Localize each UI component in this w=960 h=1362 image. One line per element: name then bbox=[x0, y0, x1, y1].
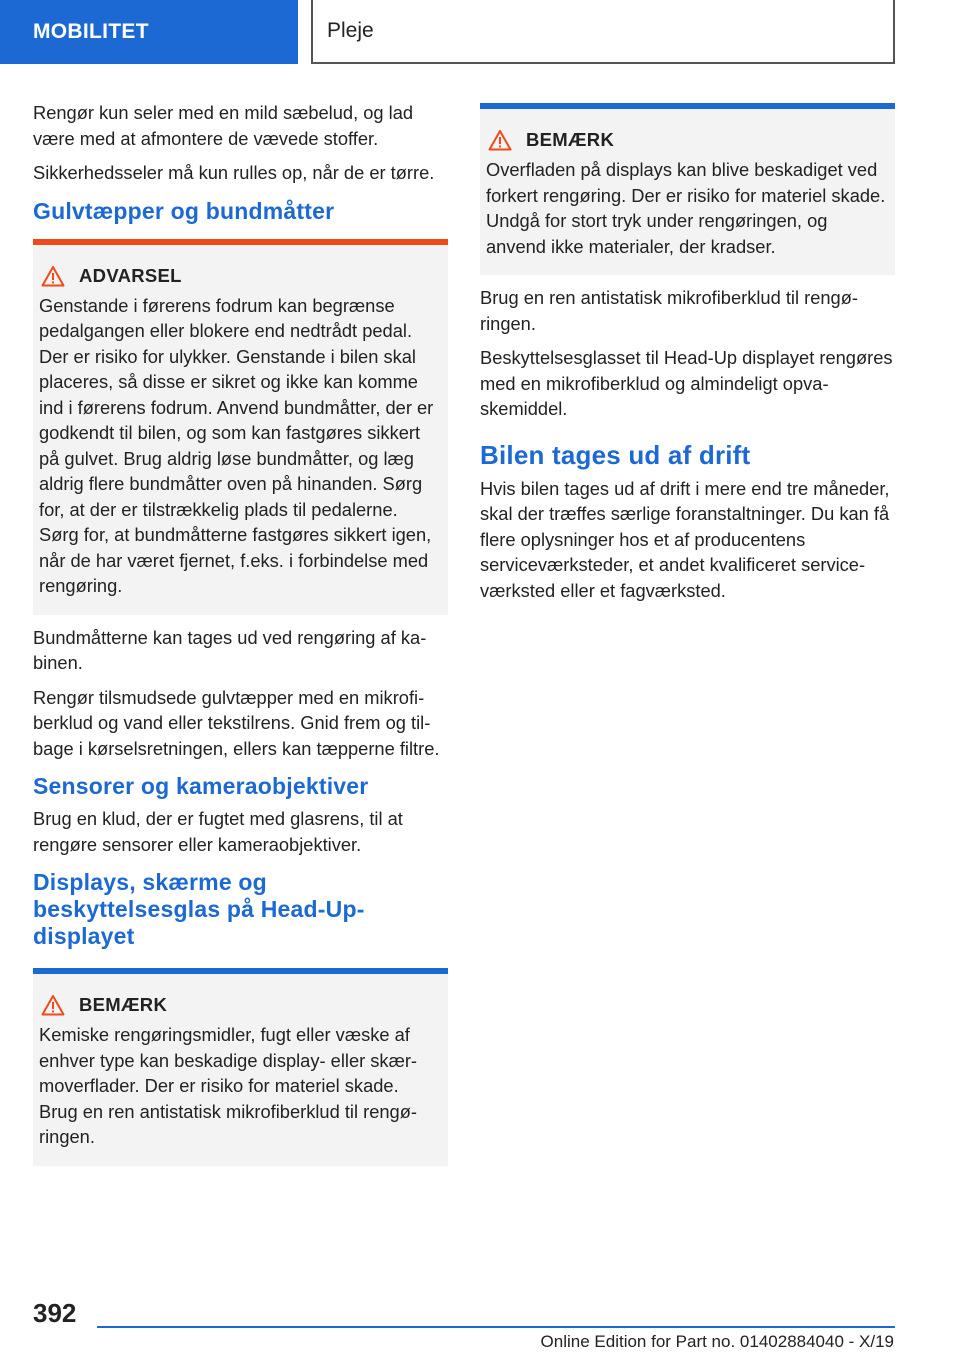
right-column bbox=[480, 103, 895, 612]
section-title: MOBILITET bbox=[33, 20, 149, 43]
heading-sensors: Sensorer og kameraobjektiver bbox=[33, 773, 369, 799]
paragraph: Hvis bilen tages ud af drift i mere end tre måneder, skal der træffes særlige foranstaltninger. Du kan få flere oplysninger hos et af producentens serviceværksteder, et andet kvalificeret serviceværksted eller et fagværksted. bbox=[480, 477, 890, 601]
note-label: BEMÆRK bbox=[526, 129, 615, 150]
paragraph: Beskyttelsesglasset til Head-Up displayet rengøres med en mikrofiberklud og almindeligt opvaskemiddel. bbox=[480, 347, 893, 419]
note-box bbox=[480, 103, 895, 275]
notice-triangle-icon bbox=[41, 994, 65, 1016]
note-text: Overfladen på displays kan blive beskadiget ved forkert rengøring. Der er risiko for materiel skade. Undgå for stort tryk under rengøringen, og anvend ikke materialer, der kradser. bbox=[486, 159, 886, 257]
paragraph: Sikkerhedsseler må kun rulles op, når de er tørre. bbox=[33, 162, 435, 183]
warning-box bbox=[33, 239, 448, 615]
page-number: 392 bbox=[33, 1298, 77, 1328]
note-text: Kemiske rengøringsmidler, fugt eller væske af enhver type kan beskadige display- eller skærmoverflader. Der er risiko for materiel skade. Brug en ren antistatisk mikrofiberklud til rengøringen. bbox=[39, 1024, 418, 1147]
paragraph: Rengør kun seler med en mild sæbelud, og lad være med at afmontere de vævede stoffer. bbox=[33, 102, 414, 149]
section-tab bbox=[0, 0, 298, 64]
paragraph: Brug en klud, der er fugtet med glasrens, til at rengøre sensorer eller kameraobjektiver. bbox=[33, 808, 403, 855]
notice-triangle-icon bbox=[488, 129, 512, 151]
heading-floor-mats: Gulvtæpper og bundmåtter bbox=[33, 197, 335, 224]
note-box bbox=[33, 968, 448, 1166]
footer-rule bbox=[97, 1326, 895, 1328]
heading-displays: Displays, skærme og beskyttelsesglas på Head-Up-displayet bbox=[33, 869, 365, 949]
heading-storage: Bilen tages ud af drift bbox=[480, 439, 751, 470]
paragraph: Bundmåtterne kan tages ud ved rengøring af kabinen. bbox=[33, 626, 427, 673]
left-column bbox=[33, 100, 448, 1176]
note-label: BEMÆRK bbox=[79, 994, 168, 1015]
footer-edition: Online Edition for Part no. 01402884040 - X/19 bbox=[540, 1332, 894, 1351]
chapter-title: Pleje bbox=[327, 19, 374, 42]
paragraph: Rengør tilsmudsede gulvtæpper med en mikrofiberklud og vand eller tekstilrens. Gnid frem og tilbage i kørselsretningen, ellers kan tæpperne filtre. bbox=[33, 686, 440, 759]
chapter-tab bbox=[311, 0, 895, 64]
warning-triangle-icon bbox=[41, 265, 65, 287]
warning-label: ADVARSEL bbox=[79, 264, 182, 286]
paragraph: Brug en ren antistatisk mikrofiberklud til rengøringen. bbox=[480, 287, 858, 334]
warning-text: Genstande i førerens fodrum kan begrænse pedalgangen eller blokere end nedtrådt pedal. Der er risiko for ulykker. Genstande i bilen skal placeres, så disse er sikret og ikke kan komme ind i førerens fodrum. Anvend bundmåtter, der er godkendt til bilen, og som kan fastgøres sikkert på gulvet. Brug aldrig løse bundmåtter, og læg aldrig flere bundmåtter oven på hinanden. Sørg for, at der er tilstrækkelig plads til pedalerne. Sørg for, at bundmåtterne fastgøres sikkert igen, når de har været fjernet, f.eks. i forbindelse med rengøring. bbox=[39, 294, 434, 596]
